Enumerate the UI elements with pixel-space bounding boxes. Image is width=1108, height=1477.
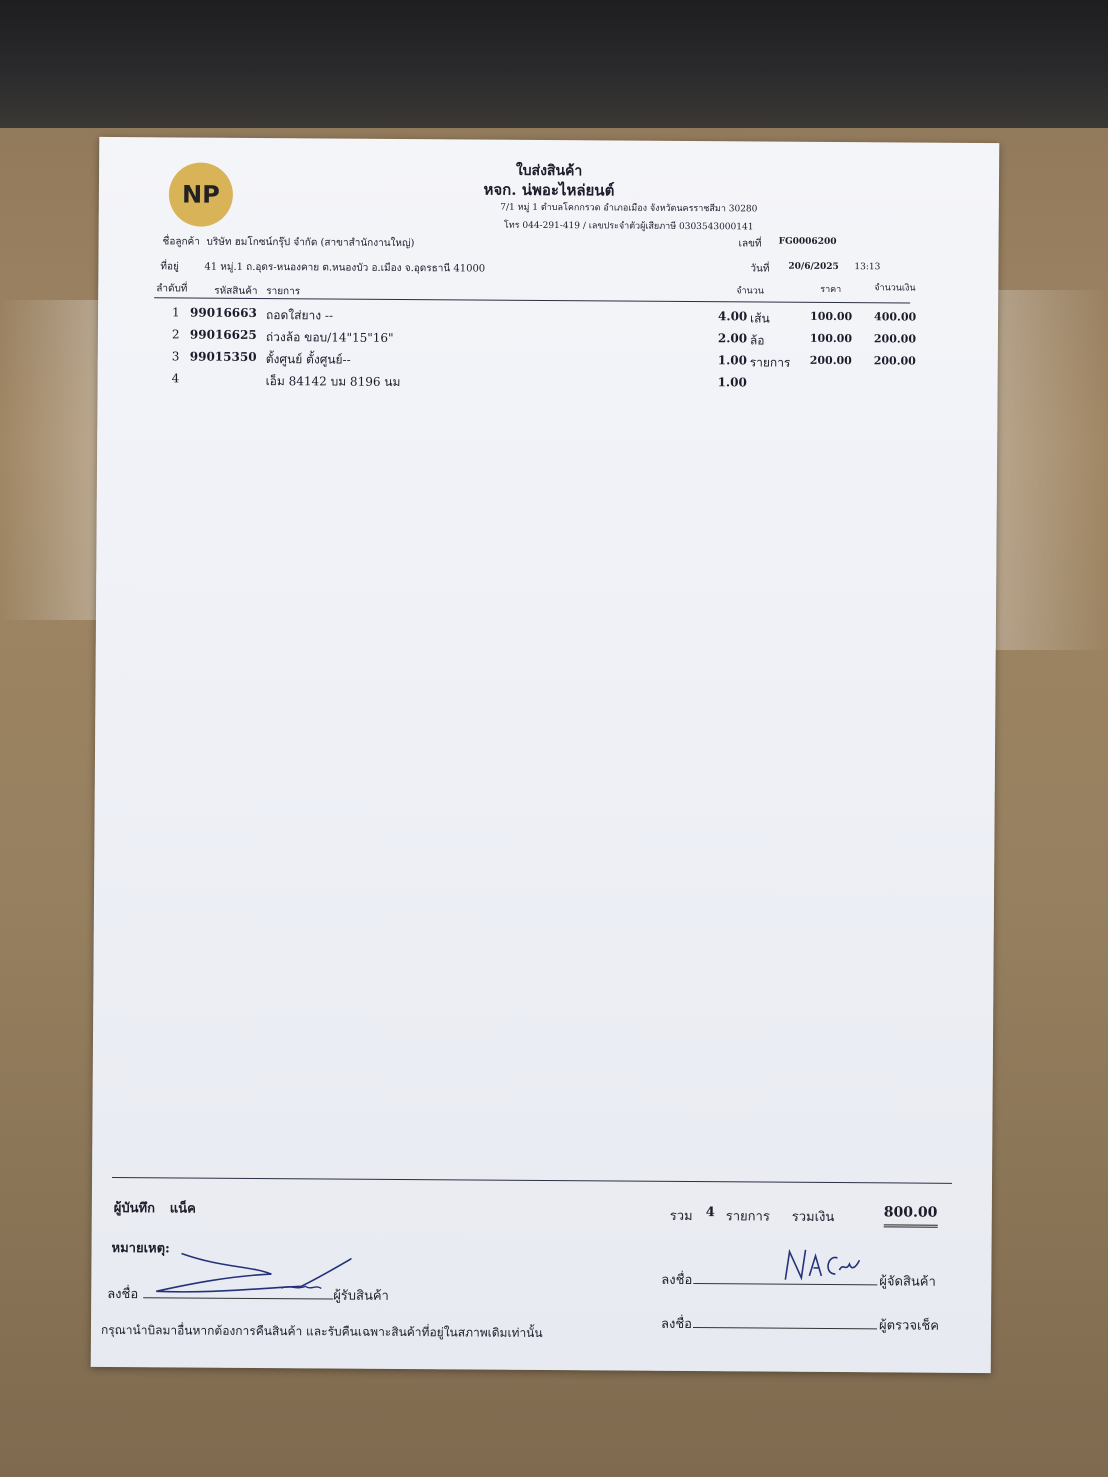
- receiver-signature: [151, 1245, 351, 1306]
- total-amount: 800.00: [884, 1204, 938, 1227]
- row-no: 2: [171, 327, 180, 342]
- row-amount: 200.00: [873, 354, 916, 368]
- row-name: ตั้งศูนย์ ตั้งศูนย์--: [265, 352, 351, 367]
- row-amount: 400.00: [874, 310, 917, 324]
- checker-label: ผู้ตรวจเช็ค: [878, 1318, 939, 1334]
- recorder-name: แน็ค: [169, 1201, 196, 1217]
- doc-time: 13:13: [854, 262, 881, 273]
- col-header-price: ราคา: [820, 284, 842, 296]
- document-title: ใบส่งสินค้า: [515, 162, 583, 180]
- row-qty: 2.00: [717, 331, 748, 346]
- col-header-amount: จำนวนเงิน: [874, 283, 916, 294]
- row-code: 99016663: [190, 305, 257, 320]
- remark-label: หมายเหตุ:: [111, 1240, 170, 1257]
- receiver-sign-label: ลงชื่อ: [107, 1286, 139, 1303]
- address-label: ที่อยู่: [160, 261, 179, 273]
- row-unit: เส้น: [750, 311, 770, 326]
- table-row: [98, 371, 998, 397]
- row-name: เอ็ม 84142 บม 8196 นม: [265, 374, 401, 389]
- return-notice: กรุณานำบิลมาอื่นหากต้องการคืนสินค้า และรับคืนเฉพาะสินค้าที่อยู่ในสภาพเดิมเท่านั้น: [100, 1322, 543, 1340]
- row-code: 99015350: [189, 349, 257, 364]
- total-count: 4: [705, 1205, 715, 1221]
- row-name: ถอดใส่ยาง --: [266, 308, 334, 323]
- row-unit: ล้อ: [749, 333, 765, 348]
- row-amount: 200.00: [873, 332, 917, 346]
- date-label: วันที่: [750, 263, 770, 275]
- row-price: 200.00: [809, 353, 852, 368]
- col-header-code: รหัสสินค้า: [214, 285, 258, 297]
- receiver-label: ผู้รับสินค้า: [333, 1288, 389, 1304]
- customer-name: บริษัท ฮมโกซน์กรุ๊ป จำกัด (สาขาสำนักงานใหญ่): [206, 236, 415, 250]
- monitor-bezel: [0, 0, 1108, 128]
- row-qty: 1.00: [717, 375, 747, 390]
- row-unit: รายการ: [749, 355, 791, 370]
- footer-rule: [112, 1177, 952, 1184]
- preparer-sign-label: ลงชื่อ: [661, 1272, 693, 1289]
- header-rule: [154, 297, 910, 303]
- row-qty: 4.00: [718, 309, 748, 324]
- row-no: 4: [171, 371, 180, 386]
- recorder-label: ผู้บันทึก: [113, 1201, 156, 1217]
- row-code: 99016625: [189, 327, 257, 342]
- col-header-item: รายการ: [266, 286, 301, 298]
- company-name: หจก. น่พอะไหล่ยนต์: [483, 180, 615, 200]
- company-address: 7/1 หมู่ 1 ตำบลโคกกรวด อำเภอเมือง จังหวัดนครราชสีมา 30280: [500, 202, 758, 215]
- row-name: ถ่วงล้อ ขอบ/14"15"16": [265, 330, 394, 345]
- row-price: 100.00: [809, 331, 853, 346]
- doc-date: 20/6/2025: [788, 261, 839, 273]
- total-amount-label: รวมเงิน: [791, 1209, 835, 1226]
- doc-no: FG0006200: [778, 236, 837, 248]
- doc-no-label: เลขที่: [738, 238, 762, 250]
- customer-label: ชื่อลูกค้า: [162, 236, 200, 248]
- col-header-qty: จำนวน: [736, 286, 764, 297]
- customer-address: 41 หมู่.1 ถ.อุดร-หนองคาย ต.หนองบัว อ.เมือง จ.อุดรธานี 41000: [204, 261, 486, 275]
- row-qty: 1.00: [717, 353, 748, 368]
- checker-sign-label: ลงชื่อ: [660, 1316, 693, 1333]
- row-no: 3: [171, 349, 180, 364]
- company-logo: NP: [169, 162, 233, 226]
- preparer-label: ผู้จัดสินค้า: [879, 1274, 936, 1290]
- row-no: 1: [172, 305, 180, 320]
- preparer-signature: [781, 1246, 861, 1287]
- total-label: รวม: [669, 1208, 693, 1225]
- company-phone-tax: โทร 044-291-419 / เลขประจำตัวผู้เสียภาษี 0303543000141: [503, 220, 754, 233]
- row-price: 100.00: [810, 309, 853, 324]
- checker-sign-line: [693, 1327, 877, 1329]
- delivery-note: [91, 137, 1000, 1373]
- items-label: รายการ: [725, 1209, 770, 1225]
- col-header-no: ลำดับที่: [156, 283, 188, 295]
